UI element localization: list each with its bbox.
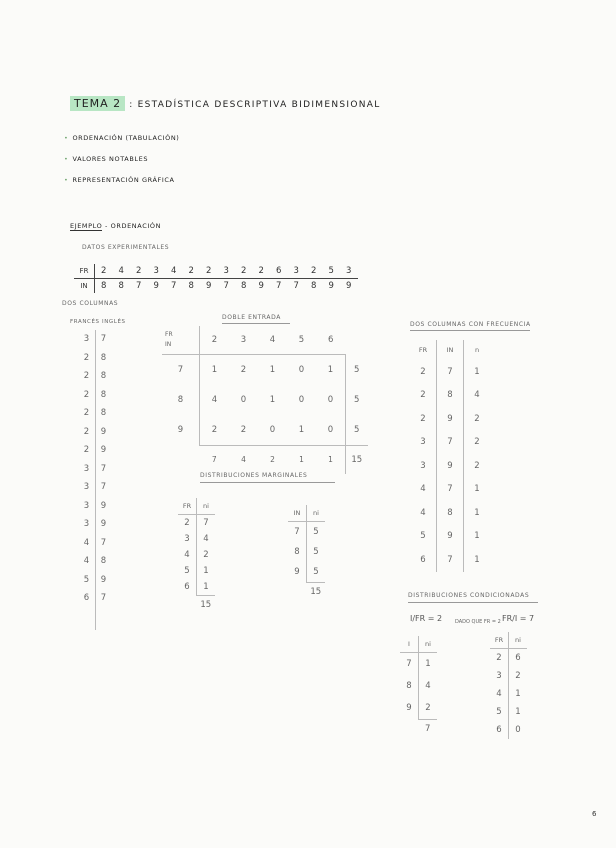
table-cell: IN — [288, 505, 307, 522]
table-cell: 8 — [311, 281, 317, 291]
table-cell: 0 — [240, 395, 247, 405]
table-row — [490, 703, 527, 721]
table-cell: 1 — [474, 507, 480, 518]
table-cell: 1 — [211, 365, 218, 375]
table-cell: 0 — [269, 424, 276, 435]
table-cell: 7 — [400, 653, 419, 676]
table-row — [410, 340, 490, 360]
table-cell: 4 — [165, 264, 183, 279]
marginal-in-table — [288, 505, 325, 601]
table-cell: 9 — [162, 415, 200, 445]
table-cell: ni — [509, 632, 528, 649]
table-cell: 4 — [83, 556, 90, 567]
corner-cell — [162, 326, 200, 355]
table-row — [288, 583, 325, 602]
table-cell: 4 — [229, 445, 258, 474]
table-row — [78, 497, 112, 516]
table-row — [178, 531, 215, 547]
table-cell: 7 — [100, 334, 107, 345]
table-cell: 8 — [101, 281, 107, 291]
table-cell: 2 — [253, 264, 271, 279]
table-cell: 7 — [200, 445, 230, 474]
table-cell: 2 — [83, 426, 90, 437]
table-row — [288, 522, 325, 543]
table-cell: FR — [490, 632, 509, 649]
table-cell: 4 — [490, 685, 509, 703]
table-cell: 1 — [474, 531, 480, 542]
table-row — [74, 264, 358, 279]
table-cell: 9 — [258, 281, 264, 291]
table-row — [162, 415, 368, 445]
table-cell — [400, 720, 419, 739]
table-cell: 3 — [410, 431, 437, 455]
table-cell: 9 — [437, 454, 464, 478]
table-cell: 8 — [437, 384, 464, 408]
table-cell: 1 — [316, 445, 346, 474]
table-cell: 15 — [346, 445, 368, 474]
table-cell: 5 — [313, 547, 319, 557]
table-row — [490, 721, 527, 739]
table-row — [410, 431, 490, 455]
table-cell: 9 — [100, 519, 107, 530]
caption-underline — [410, 330, 530, 331]
table-cell: 2 — [200, 264, 218, 279]
table-cell: 5 — [410, 525, 437, 549]
corner-bottom-label: IN — [165, 341, 172, 348]
table-cell: 4 — [258, 326, 287, 355]
table-cell: 2 — [83, 408, 90, 419]
table-row — [78, 534, 112, 553]
table-row — [78, 589, 112, 608]
table-cell: ni — [307, 505, 326, 522]
table-cell: 2 — [95, 264, 113, 279]
table-cell: 9 — [437, 525, 464, 549]
table-cell: 8 — [100, 371, 107, 382]
table-cell: 0 — [327, 395, 334, 405]
table-cell: 5 — [346, 415, 368, 445]
table-cell: 2 — [474, 460, 480, 471]
table-cell: 2 — [240, 365, 247, 375]
table-row — [288, 505, 325, 522]
table-cell: FR — [410, 340, 437, 360]
table-cell: 5 — [83, 574, 90, 585]
table-cell: ni — [197, 498, 216, 515]
table-row — [400, 720, 437, 739]
table-cell: 5 — [346, 355, 368, 386]
table-cell: IN — [437, 340, 464, 360]
topic-list — [64, 134, 179, 197]
table-cell: 6 — [410, 548, 437, 572]
table-cell: 7 — [100, 482, 107, 493]
conditional-right-title: FR/I = 7 — [502, 614, 535, 623]
page-title — [70, 92, 381, 111]
table-cell: 1 — [203, 582, 209, 592]
table-cell: 1 — [425, 659, 431, 669]
table-row — [178, 579, 215, 596]
table-cell: 5 — [178, 563, 197, 579]
table-cell: 6 — [178, 579, 197, 596]
table-cell: 8 — [100, 389, 107, 400]
table-row — [162, 326, 368, 355]
table-cell: 9 — [100, 500, 107, 511]
table-cell: 4 — [178, 547, 197, 563]
table-cell: 2 — [203, 550, 209, 560]
table-cell: 6 — [316, 326, 346, 355]
table-row — [78, 423, 112, 442]
table-row — [74, 279, 358, 294]
two-columns-table — [78, 330, 112, 608]
table-cell: 7 — [136, 281, 142, 291]
table-cell: 8 — [100, 556, 107, 567]
table-cell: 8 — [400, 675, 419, 697]
table-cell: 0 — [298, 395, 305, 405]
freq-columns-table — [410, 340, 490, 572]
experimental-caption: DATOS EXPERIMENTALES — [82, 244, 170, 251]
freq-columns-caption: DOS COLUMNAS CON FRECUENCIA — [410, 321, 531, 328]
corner-top-label: FR — [165, 331, 173, 338]
marginal-fr-table — [178, 498, 215, 614]
table-row — [162, 355, 368, 386]
table-cell: 7 — [100, 537, 107, 548]
caption-underline — [408, 602, 538, 603]
table-cell: 5 — [287, 326, 316, 355]
table-cell: 8 — [118, 281, 124, 291]
table-cell: 2 — [183, 264, 201, 279]
table-cell: 0 — [515, 725, 521, 735]
table-row — [78, 571, 112, 590]
table-cell: 8 — [162, 385, 200, 415]
topic-item: • VALORES NOTABLES — [64, 155, 149, 163]
table-cell: n — [474, 346, 480, 354]
table-cell: 2 — [83, 445, 90, 456]
table-cell: 6 — [83, 593, 90, 604]
table-cell: 9 — [100, 426, 107, 437]
table-row — [178, 596, 215, 615]
table-row — [400, 636, 437, 653]
table-cell: 0 — [298, 365, 305, 375]
table-cell: 7 — [437, 360, 464, 384]
table-cell: 6 — [270, 264, 288, 279]
table-cell: 2 — [211, 424, 218, 435]
table-row — [490, 667, 527, 685]
table-cell: 2 — [474, 413, 480, 424]
table-cell: 9 — [100, 445, 107, 456]
table-row — [410, 525, 490, 549]
table-cell: 7 — [276, 281, 282, 291]
table-cell: 8 — [100, 352, 107, 363]
table-cell: 5 — [313, 527, 319, 537]
table-cell: 5 — [323, 264, 341, 279]
caption-underline — [200, 482, 335, 483]
table-cell: 1 — [287, 445, 316, 474]
table-cell: 1 — [515, 689, 521, 699]
conditional-left-table — [400, 636, 437, 738]
table-cell: 7 — [288, 522, 307, 543]
table-cell: 4 — [203, 534, 209, 544]
table-cell: 2 — [305, 264, 323, 279]
table-cell: 5 — [490, 703, 509, 721]
table-cell: 3 — [148, 264, 166, 279]
table-row — [490, 649, 527, 668]
table-row — [410, 384, 490, 408]
example-heading: EJEMPLO - ORDENACIÓN — [70, 222, 162, 230]
table-row — [178, 547, 215, 563]
row-label: IN — [74, 279, 95, 294]
bullet-icon: • — [64, 155, 69, 163]
table-row — [400, 675, 437, 697]
conditional-left-note: DADO QUE FR = 2 — [455, 619, 501, 625]
table-cell: 4 — [425, 681, 431, 691]
conditional-left-title: I/FR = 2 — [410, 614, 443, 623]
table-cell: 9 — [328, 281, 334, 291]
table-cell: 4 — [410, 478, 437, 502]
two-columns-header: FRANCÉS INGLÉS — [70, 319, 126, 325]
table-row — [162, 445, 368, 474]
table-cell: 7 — [419, 720, 438, 739]
table-cell: 9 — [153, 281, 159, 291]
topic-item: • REPRESENTACIÓN GRÁFICA — [64, 176, 175, 184]
table-row — [178, 563, 215, 579]
table-cell — [178, 596, 197, 615]
table-cell: 3 — [83, 500, 90, 511]
conditional-right-table — [490, 632, 527, 739]
table-cell: 9 — [100, 574, 107, 585]
title-text: : ESTADÍSTICA DESCRIPTIVA BIDIMENSIONAL — [129, 100, 381, 110]
table-row — [178, 515, 215, 532]
title-highlight: TEMA 2 — [70, 96, 125, 111]
table-row — [78, 515, 112, 534]
table-row — [78, 386, 112, 405]
table-cell: 7 — [437, 478, 464, 502]
table-row — [78, 330, 112, 349]
table-cell: 1 — [474, 484, 480, 495]
table-cell: 2 — [130, 264, 148, 279]
table-cell: 4 — [474, 390, 480, 401]
table-cell: 2 — [474, 437, 480, 448]
table-cell: 2 — [235, 264, 253, 279]
table-cell: 6 — [515, 653, 521, 663]
table-cell — [288, 583, 307, 602]
table-cell: 4 — [83, 537, 90, 548]
table-cell: 8 — [437, 501, 464, 525]
table-cell — [346, 326, 368, 355]
table-cell: 8 — [100, 408, 107, 419]
table-cell: 15 — [307, 583, 326, 602]
table-row — [490, 632, 527, 649]
table-cell: 2 — [410, 360, 437, 384]
table-row — [78, 441, 112, 460]
table-cell: 1 — [515, 707, 521, 717]
table-row — [400, 653, 437, 676]
table-cell: 7 — [223, 281, 229, 291]
table-cell: 3 — [178, 531, 197, 547]
table-cell: 7 — [437, 548, 464, 572]
table-cell: 1 — [474, 366, 480, 377]
table-cell: FR — [178, 498, 197, 515]
table-row — [78, 367, 112, 386]
table-row — [78, 478, 112, 497]
table-cell: 3 — [83, 482, 90, 493]
table-row — [78, 460, 112, 479]
table-row — [178, 498, 215, 515]
table-cell: 7 — [100, 593, 107, 604]
table-cell: 4 — [211, 395, 218, 405]
table-cell: ni — [419, 636, 438, 653]
topic-item: • ORDENACIÓN (TABULACIÓN) — [64, 134, 180, 142]
marginal-caption: DISTRIBUCIONES MARGINALES — [200, 472, 308, 479]
table-row — [410, 407, 490, 431]
table-cell: 3 — [83, 519, 90, 530]
table-row — [490, 685, 527, 703]
table-cell: 2 — [178, 515, 197, 532]
table-cell: 1 — [269, 395, 276, 405]
table-cell: 2 — [425, 703, 431, 713]
two-columns-caption: DOS COLUMNAS — [62, 300, 119, 307]
table-cell: 3 — [340, 264, 358, 279]
table-cell: 6 — [490, 721, 509, 739]
table-cell: 4 — [410, 501, 437, 525]
table-cell: 3 — [83, 334, 90, 345]
row-label: FR — [74, 264, 95, 279]
double-entry-table — [162, 326, 368, 474]
table-cell: 4 — [113, 264, 131, 279]
table-cell: 9 — [346, 281, 352, 291]
table-cell: 3 — [83, 463, 90, 474]
table-cell: 9 — [288, 562, 307, 583]
table-row — [162, 385, 368, 415]
table-row — [410, 360, 490, 384]
table-cell: 9 — [400, 697, 419, 720]
table-cell: 2 — [490, 649, 509, 668]
table-cell: 2 — [258, 445, 287, 474]
table-cell: 7 — [293, 281, 299, 291]
table-cell: 8 — [241, 281, 247, 291]
table-cell: 1 — [269, 365, 276, 375]
table-cell: 2 — [200, 326, 230, 355]
bullet-icon: • — [64, 176, 69, 184]
table-row — [410, 548, 490, 572]
table-cell: 5 — [313, 567, 319, 577]
table-cell: 9 — [437, 407, 464, 431]
table-row — [78, 349, 112, 368]
page-number: 6 — [592, 810, 597, 818]
table-cell: 3 — [288, 264, 306, 279]
table-cell: 3 — [229, 326, 258, 355]
table-row — [410, 478, 490, 502]
table-cell: 1 — [327, 365, 334, 375]
table-cell: 2 — [410, 384, 437, 408]
table-cell: 8 — [188, 281, 194, 291]
table-cell: 9 — [206, 281, 212, 291]
table-cell: 7 — [437, 431, 464, 455]
table-cell: 15 — [197, 596, 216, 615]
table-cell: 1 — [203, 566, 209, 576]
experimental-data-table — [74, 264, 358, 293]
table-cell: 7 — [171, 281, 177, 291]
table-cell: 2 — [83, 371, 90, 382]
table-cell: 2 — [83, 352, 90, 363]
table-cell: 7 — [203, 518, 209, 528]
table-cell: 3 — [218, 264, 236, 279]
table-row — [288, 562, 325, 583]
table-row — [410, 454, 490, 478]
table-cell: 1 — [298, 424, 305, 435]
table-cell: 2 — [515, 671, 521, 681]
table-cell: 2 — [83, 389, 90, 400]
table-row — [288, 542, 325, 562]
double-entry-caption: DOBLE ENTRADA — [222, 314, 281, 321]
table-cell: 8 — [288, 542, 307, 562]
table-cell: 2 — [410, 407, 437, 431]
table-cell: 5 — [346, 385, 368, 415]
table-cell: 7 — [162, 355, 200, 386]
table-row — [400, 697, 437, 720]
conditional-caption: DISTRIBUCIONES CONDICIONADAS — [408, 592, 530, 599]
bullet-icon: • — [64, 134, 69, 142]
table-row — [78, 552, 112, 571]
table-cell: 2 — [240, 424, 247, 435]
table-cell — [162, 445, 200, 474]
table-row — [78, 404, 112, 423]
table-cell: 3 — [490, 667, 509, 685]
table-row — [410, 501, 490, 525]
table-cell: 3 — [410, 454, 437, 478]
table-cell: 7 — [100, 463, 107, 474]
table-cell: 0 — [327, 424, 334, 435]
caption-underline — [222, 323, 290, 324]
table-cell: I — [400, 636, 419, 653]
table-cell: 1 — [474, 554, 480, 565]
